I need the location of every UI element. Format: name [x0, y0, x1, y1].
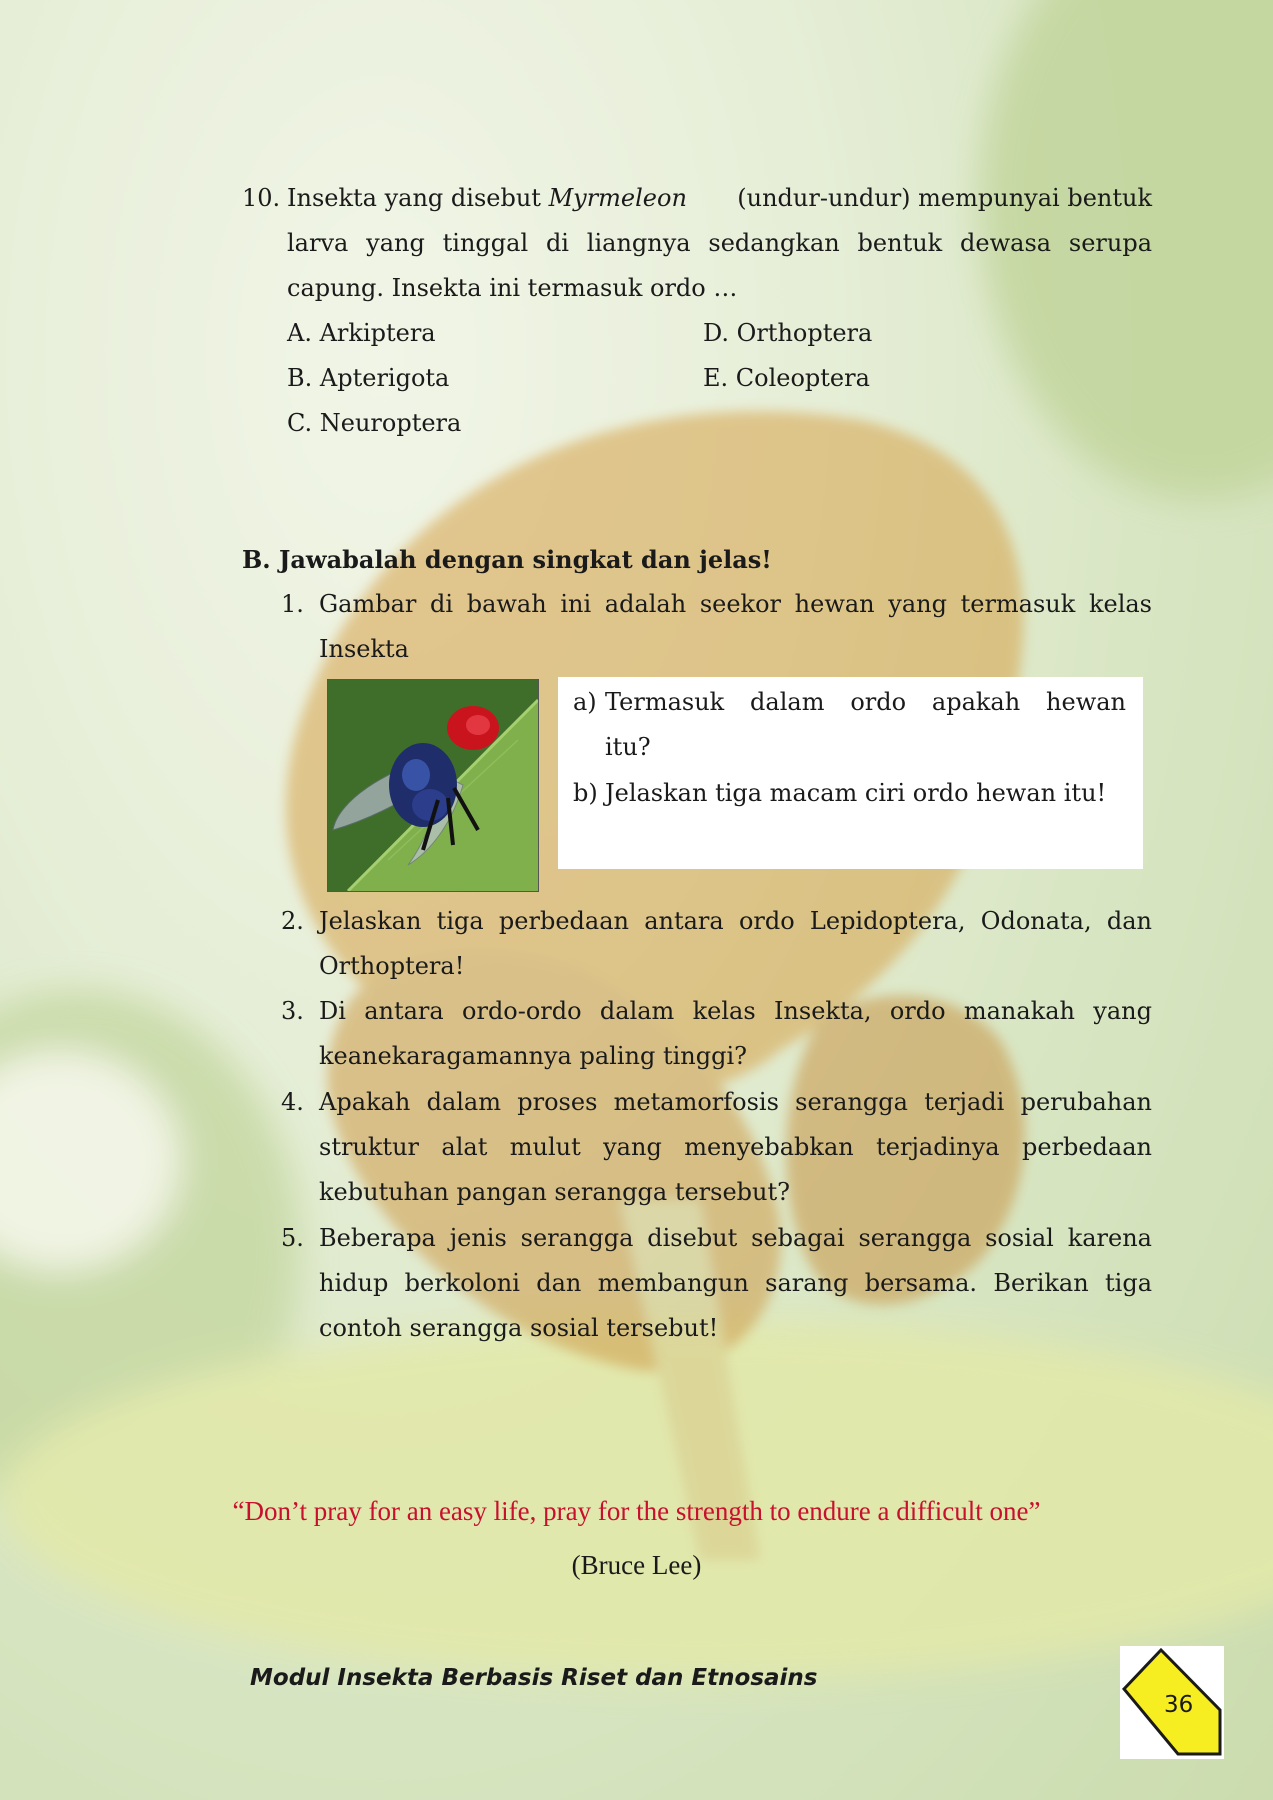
- sub-question-b-label: b): [573, 779, 598, 807]
- option-c: C. Neuroptera: [287, 409, 462, 437]
- question-b1-line-1: Gambar di bawah ini adalah seekor hewan yang termasuk kelas: [319, 590, 1152, 618]
- question-b1-number: 1.: [281, 590, 304, 618]
- quote-text: “Don’t pray for an easy life, pray for the strength to endure a difficult one”: [232, 1496, 1041, 1526]
- page-number: 36: [1164, 1692, 1194, 1718]
- sub-question-a-label: a): [573, 688, 597, 716]
- question-b4-line-1: Apakah dalam proses metamorfosis serangga terjadi perubahan: [319, 1088, 1152, 1116]
- footer-module-title: Modul Insekta Berbasis Riset dan Etnosains: [250, 1665, 818, 1691]
- question-b4-number: 4.: [281, 1088, 304, 1116]
- question-10-number: 10.: [242, 184, 281, 212]
- question-b5-line-1: Beberapa jenis serangga disebut sebagai serangga sosial karena: [319, 1224, 1152, 1252]
- sub-question-a-line-1: Termasuk dalam ordo apakah hewan: [605, 688, 1126, 716]
- sub-question-b-text: Jelaskan tiga macam ciri ordo hewan itu!: [605, 779, 1107, 807]
- section-b-heading: B. Jawabalah dengan singkat dan jelas!: [242, 545, 772, 574]
- page-number-badge: [1116, 1644, 1226, 1759]
- question-b4-line-2: struktur alat mulut yang menyebabkan terjadinya perbedaan: [319, 1133, 1152, 1161]
- question-b2-line-1: Jelaskan tiga perbedaan antara ordo Lepidoptera, Odonata, dan: [319, 907, 1152, 935]
- question-b5-number: 5.: [281, 1224, 304, 1252]
- option-a: A. Arkiptera: [287, 319, 436, 347]
- quote-author: (Bruce Lee): [571, 1550, 702, 1580]
- question-10-line-3: capung. Insekta ini termasuk ordo …: [287, 274, 738, 302]
- question-b3-number: 3.: [281, 997, 304, 1025]
- question-10-italic-term: Myrmeleon: [548, 184, 687, 212]
- question-10-text-pre: Insekta yang disebut: [287, 184, 541, 212]
- question-b1-line-2: Insekta: [319, 635, 409, 663]
- option-b: B. Apterigota: [287, 364, 450, 392]
- question-b2-number: 2.: [281, 907, 304, 935]
- question-b2-line-2: Orthoptera!: [319, 952, 465, 980]
- question-b4-line-3: kebutuhan pangan serangga tersebut?: [319, 1178, 790, 1206]
- question-10-line-1: [287, 184, 1152, 212]
- question-10-line-2: larva yang tinggal di liangnya sedangkan bentuk dewasa serupa: [287, 229, 1152, 257]
- question-b3-line-1: Di antara ordo-ordo dalam kelas Insekta, ordo manakah yang: [319, 997, 1152, 1025]
- question-b5-line-3: contoh serangga sosial tersebut!: [319, 1314, 719, 1342]
- fly-image: [327, 679, 539, 892]
- option-e: E. Coleoptera: [703, 364, 870, 392]
- question-b5-line-2: hidup berkoloni dan membangun sarang bersama. Berikan tiga: [319, 1269, 1152, 1297]
- option-d: D. Orthoptera: [703, 319, 873, 347]
- question-b3-line-2: keanekaragamannya paling tinggi?: [319, 1042, 748, 1070]
- sub-question-a-line-2: itu?: [605, 733, 651, 761]
- question-10-text-post: (undur-undur) mempunyai bentuk: [737, 184, 1152, 212]
